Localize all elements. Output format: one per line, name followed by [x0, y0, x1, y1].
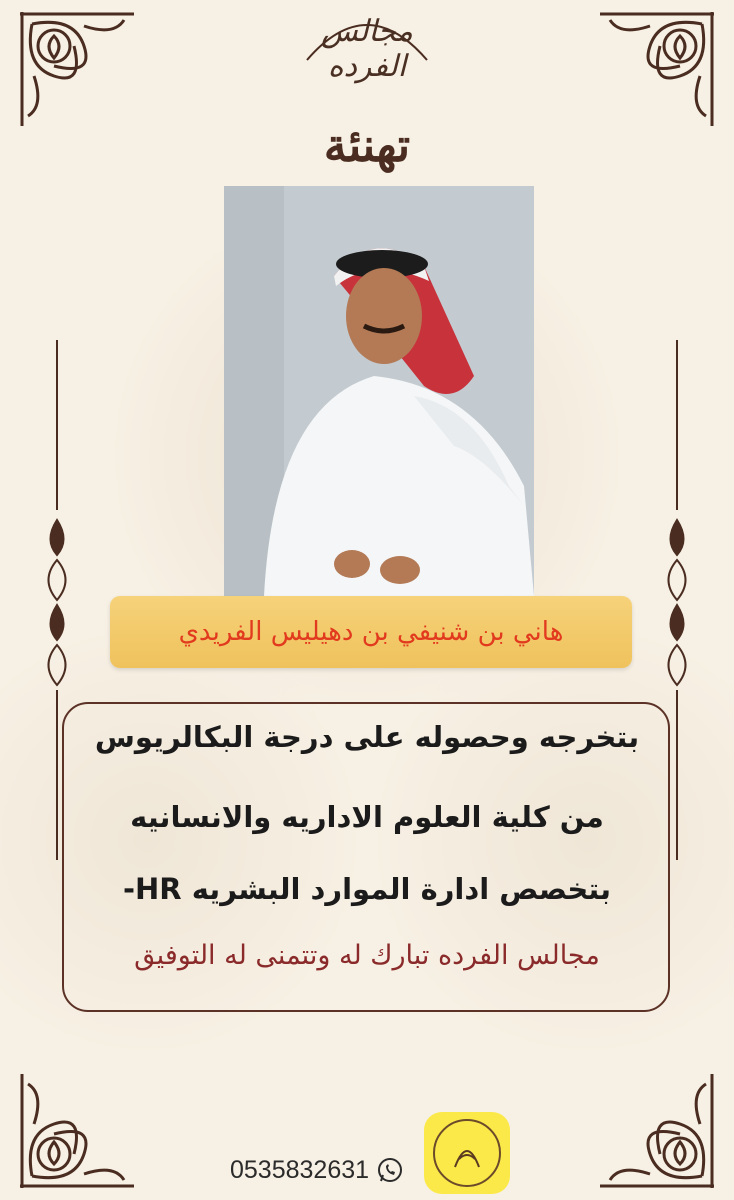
brand-logo-text: مجالس الفرده	[321, 14, 413, 84]
message-line-1: بتخرجه وحصوله على درجة البكالريوس	[94, 720, 640, 754]
contact-phone[interactable]	[230, 1152, 403, 1188]
message-line-2: من كلية العلوم الاداريه والانسانيه	[130, 800, 604, 834]
corner-ornament	[14, 6, 144, 136]
honoree-name-banner	[110, 596, 632, 668]
honoree-name: هاني بن شنيفي بن دهيليس الفريدي	[178, 617, 564, 647]
corner-ornament	[14, 1064, 144, 1194]
phone-number[interactable]: 0535832631	[230, 1155, 370, 1184]
page-title: تهنئة	[323, 118, 411, 172]
corner-ornament	[590, 6, 720, 136]
honoree-photo	[224, 186, 534, 596]
snap-logo	[424, 1112, 510, 1194]
snap-logo-emblem	[433, 1119, 501, 1187]
brand-logo	[287, 0, 447, 84]
whatsapp-icon	[377, 1157, 403, 1183]
message-line-3: بتخصص ادارة الموارد البشريه HR-	[122, 872, 612, 906]
message-line-4: مجالس الفرده تبارك له وتتمنى له التوفيق	[134, 940, 600, 971]
corner-ornament	[590, 1064, 720, 1194]
